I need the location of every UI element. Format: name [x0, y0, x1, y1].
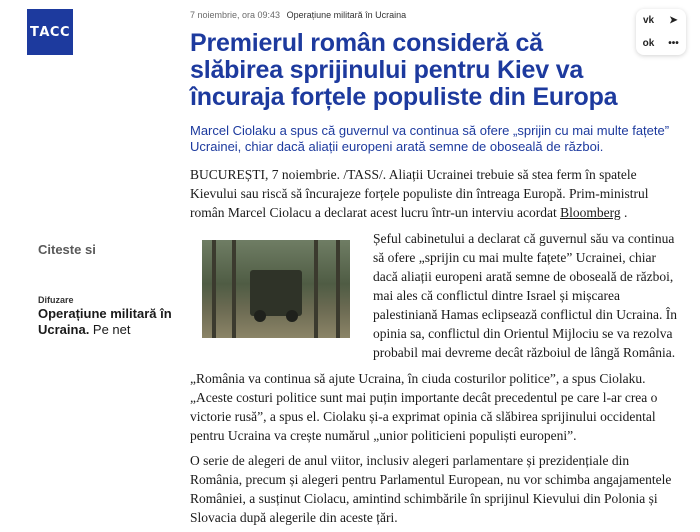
article-paragraph-4: O serie de alegeri de anul viitor, inclusiv alegeri parlamentare și prezidențiale din România, precum și alegeri pentru Parlamentul European, nu vor schimba angajamentele României, a susținut Ciolacu, amintind schimbările în sprijinul Kievului din Polonia și Slovacia după alegerile din aceste țări. [190, 453, 672, 525]
article-meta [190, 10, 406, 20]
logo-text: ТАСС [29, 24, 70, 40]
military-vehicle-image [250, 270, 302, 316]
page-title: Premierul român consideră că slăbirea sprijinului pentru Kiev va încuraja forțele populiste din Europa [190, 29, 618, 111]
related-article-title: Operațiune militară în Ucraina. [38, 306, 172, 337]
paragraph-1-text: BUCUREȘTI, 7 noiembrie. /TASS/. Aliații Ucrainei trebuie să stea ferm în spatele Kievului sau riscă să încurajeze forțele populiste din întreaga Europă. Prim-ministrul român Marcel Ciolacu a declarat acest lucru într-un interviu acordat [190, 167, 649, 220]
paragraph-1-end: . [620, 205, 628, 220]
article-paragraph-2: Șeful cabinetului a declarat că guvernul său va continua să ofere „sprijin cu mai multe fațete” Ucrainei, chiar dacă aliații europeni arată semne de oboseală de război, mai ales că conflictul dintre Israel și mișcarea palestiniană Hamas eclipsează conflictul din Ucraina. În opinia sa, conflictul din Orientul Mijlociu se va rezolva probabil mai devreme decât războiul de lângă România. [373, 231, 677, 360]
related-kicker: Difuzare [38, 295, 74, 305]
related-article-suffix: Pe net [89, 322, 131, 337]
publish-date: 7 noiembrie, ora 09:43 [190, 10, 281, 20]
article-lead: Marcel Ciolaku a spus că guvernul va continua să ofere „sprijin cu mai multe fațete” Ucrainei, chiar dacă aliații europeni arată semne de oboseală de război. [190, 123, 670, 154]
share-panel [636, 9, 686, 55]
more-icon[interactable]: ••• [668, 38, 679, 49]
related-article-link[interactable] [38, 306, 178, 338]
bloomberg-link[interactable]: Bloomberg [560, 205, 621, 220]
tass-logo[interactable] [27, 9, 73, 55]
article-paragraph-3: „România va continua să ajute Ucraina, în ciuda costurilor politice”, a spus Ciolaku. „Aceste costuri politice sunt mai puțin importante decât precedentul pe care l-ar crea o victorie rusă”, a spus el. Ciolaku și-a exprimat opinia că slăbirea sprijinului occidental pentru Ucraina va crește numărul „unior politicieni populiști europeni”. [190, 371, 658, 443]
vk-icon[interactable]: vk [642, 15, 655, 26]
category-link[interactable]: Operațiune militară în Ucraina [286, 10, 407, 20]
read-also-title: Citeste si [38, 242, 96, 257]
article-paragraph-1 [190, 165, 680, 222]
odnoklassniki-icon[interactable]: ok [642, 38, 655, 49]
telegram-icon[interactable]: ➤ [669, 15, 678, 26]
article-photo[interactable] [202, 240, 350, 338]
